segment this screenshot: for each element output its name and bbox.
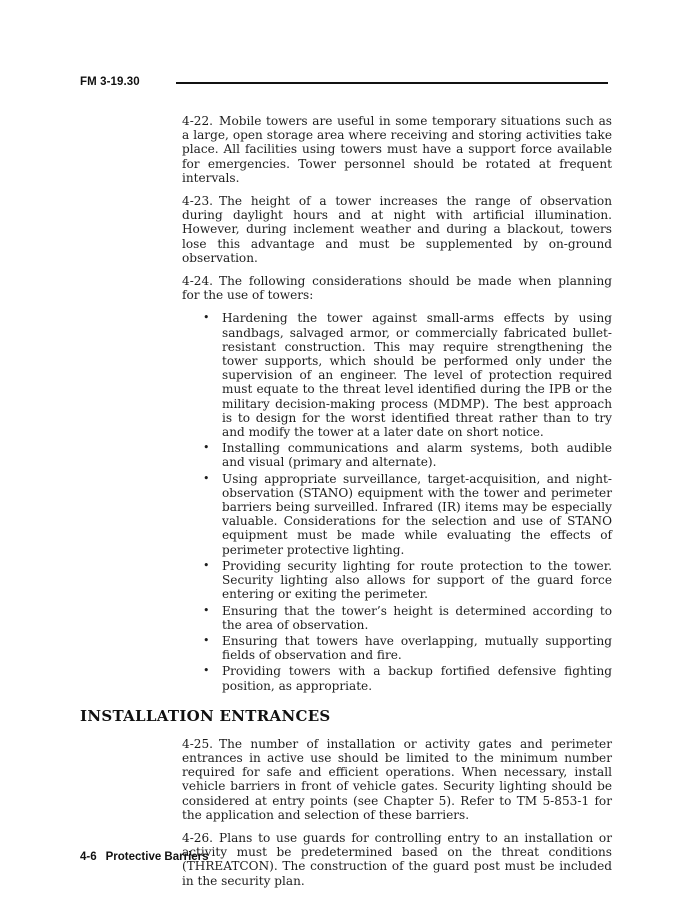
page-body [80,114,612,897]
list-item-text: Ensuring that towers have overlapping, mutually supporting fields of observation and fire. [222,633,612,663]
list-item [203,604,612,632]
paragraph-4-26: 4-26. Plans to use guards for controlling entry to an installation or activity must be predetermined based on the threat conditions (THREATCON). The construction of the guard post must be included in the security plan. [182,830,612,888]
bullet-icon: • [203,311,210,325]
list-item-text: Hardening the tower against small-arms effects by using sandbags, salvaged armor, or commercially fabricated bullet-resistant construction. This may require strengthening the tower supports, which should be performed only under the supervision of an engineer. The level of protection required must equate to the threat level identified during the IPB or the military decision-making process (MDMP). The best approach is to design for the worst identified threat rather than to try and modify the tower at a later date on short notice. [222,311,612,440]
list-item-text: Installing communications and alarm systems, both audible and visual (primary and alternate). [222,441,612,470]
list-item [203,664,612,692]
paragraph-4-22: 4-22. Mobile towers are useful in some temporary situations such as a large, open storage area where receiving and storing activities take place. All facilities using towers must have a support force available for emergencies. Tower personnel should be rotated at frequent intervals. [182,114,612,185]
footer-section-title: Protective Barriers [105,851,209,863]
section-heading: INSTALLATION ENTRANCES [80,706,331,725]
paragraph-4-23: 4-23. The height of a tower increases the range of observation during daylight hours and at night with artificial illumination. However, during inclement weather and during a blackout, towers lose this advantage and must be supplemented by on-ground observation. [182,194,612,265]
bullet-icon: • [203,664,210,678]
page-header [80,76,608,88]
tower-considerations-list [80,311,612,692]
bullet-icon: • [203,633,210,647]
paragraph-4-24: 4-24. The following considerations should be made when planning for the use of towers: [182,274,612,303]
list-item [203,441,612,469]
bullet-icon: • [203,558,210,572]
list-item [203,559,612,602]
list-item [203,311,612,439]
list-item [203,472,612,557]
header-rule [176,82,608,84]
list-item-text: Using appropriate surveillance, target-acquisition, and night-observation (STANO) equipment with the tower and perimeter barriers being surveilled. Infrared (IR) items may be especially valuable. Considerations for the selection and use of STANO equipment must be made while evaluating the effects of perimeter protective lighting. [222,471,612,557]
bullet-icon: • [203,603,210,617]
page-number: 4-6 [80,851,97,863]
list-item [203,634,612,662]
list-item-text: Providing security lighting for route protection to the tower. Security lighting also allows for support of the guard force entering or exiting the perimeter. [222,558,612,602]
doc-number: FM 3-19.30 [80,76,140,88]
paragraph-4-25: 4-25. The number of installation or activity gates and perimeter entrances in active use should be limited to the minimum number required for safe and efficient operations. When necessary, install vehicle barriers in front of vehicle gates. Security lighting should be considered at entry points (see Chapter 5). Refer to TM 5-853-1 for the application and selection of these barriers. [182,736,612,822]
bullet-icon: • [203,441,210,455]
bullet-icon: • [203,471,210,485]
list-item-text: Ensuring that the tower’s height is determined according to the area of observation. [222,603,612,632]
list-item-text: Providing towers with a backup fortified defensive fighting position, as appropriate. [222,664,612,693]
page-footer [80,851,209,863]
